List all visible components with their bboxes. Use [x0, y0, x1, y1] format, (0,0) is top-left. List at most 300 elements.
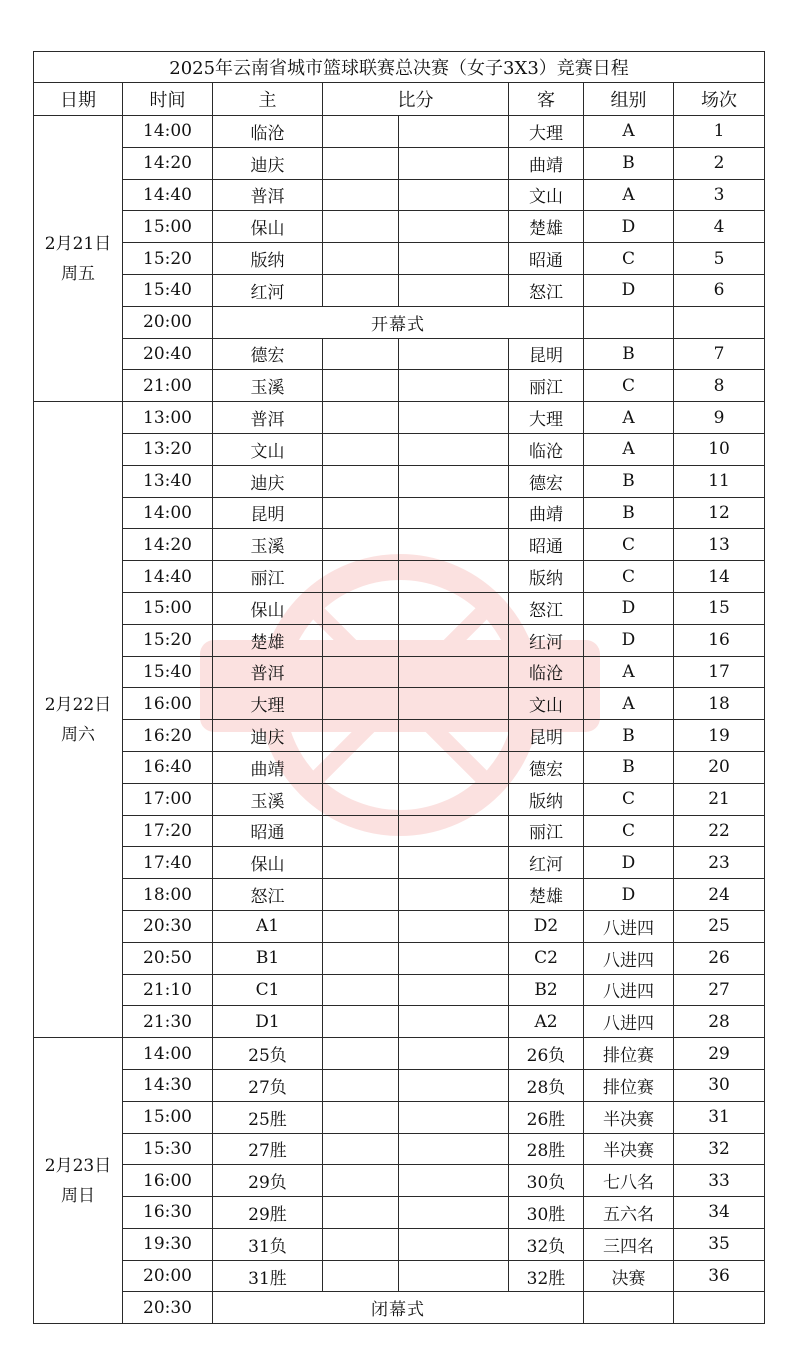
away-team-cell: B2 — [509, 974, 584, 1006]
away-team-cell: 30负 — [509, 1165, 584, 1197]
away-team-cell: 红河 — [509, 624, 584, 656]
match-number-cell: 19 — [674, 720, 765, 752]
home-team-cell: 迪庆 — [213, 147, 323, 179]
group-cell: B — [584, 338, 674, 370]
away-team-cell: 德宏 — [509, 465, 584, 497]
home-score-cell — [323, 1260, 399, 1292]
home-score-cell — [323, 211, 399, 243]
group-cell — [584, 1292, 674, 1324]
home-score-cell — [323, 402, 399, 434]
table-row — [34, 147, 765, 179]
away-score-cell — [399, 529, 509, 561]
weekday-text: 周日 — [61, 1185, 95, 1206]
home-score-cell — [323, 243, 399, 275]
table-row — [34, 433, 765, 465]
away-score-cell — [399, 402, 509, 434]
time-cell: 16:00 — [123, 688, 213, 720]
group-cell: C — [584, 243, 674, 275]
away-score-cell — [399, 370, 509, 402]
match-number-cell: 35 — [674, 1228, 765, 1260]
table-row — [34, 561, 765, 593]
group-cell: 八进四 — [584, 974, 674, 1006]
table-row — [34, 1101, 765, 1133]
match-number-cell — [674, 1292, 765, 1324]
away-score-cell — [399, 1228, 509, 1260]
header-row — [34, 83, 765, 116]
home-score-cell — [323, 1069, 399, 1101]
match-number-cell: 3 — [674, 179, 765, 211]
away-team-cell: 怒江 — [509, 592, 584, 624]
match-number-cell: 6 — [674, 274, 765, 306]
home-team-cell: 29胜 — [213, 1197, 323, 1229]
time-cell: 16:30 — [123, 1197, 213, 1229]
home-team-cell: 版纳 — [213, 243, 323, 275]
table-row — [34, 815, 765, 847]
match-number-cell: 31 — [674, 1101, 765, 1133]
event-row — [34, 1292, 765, 1324]
group-cell: B — [584, 465, 674, 497]
away-team-cell: 大理 — [509, 402, 584, 434]
date-text: 2月22日 — [44, 694, 112, 715]
away-team-cell: A2 — [509, 1006, 584, 1038]
home-team-cell: 曲靖 — [213, 751, 323, 783]
away-team-cell: 临沧 — [509, 656, 584, 688]
home-score-cell — [323, 1165, 399, 1197]
table-row — [34, 592, 765, 624]
time-cell: 19:30 — [123, 1228, 213, 1260]
home-score-cell — [323, 1038, 399, 1070]
home-team-cell: 玉溪 — [213, 370, 323, 402]
time-cell: 14:00 — [123, 1038, 213, 1070]
away-team-cell: 昆明 — [509, 720, 584, 752]
time-cell: 15:20 — [123, 243, 213, 275]
table-row — [34, 116, 765, 148]
match-number-cell: 14 — [674, 561, 765, 593]
away-score-cell — [399, 147, 509, 179]
time-cell: 13:40 — [123, 465, 213, 497]
home-score-cell — [323, 147, 399, 179]
home-team-cell: 31胜 — [213, 1260, 323, 1292]
header-match: 场次 — [674, 83, 765, 116]
table-row — [34, 1165, 765, 1197]
away-team-cell: 丽江 — [509, 370, 584, 402]
match-number-cell: 18 — [674, 688, 765, 720]
match-number-cell: 29 — [674, 1038, 765, 1070]
table-row — [34, 274, 765, 306]
date-cell — [34, 1038, 123, 1324]
table-row — [34, 656, 765, 688]
group-cell: A — [584, 433, 674, 465]
time-cell: 13:00 — [123, 402, 213, 434]
table-row — [34, 1006, 765, 1038]
header-score: 比分 — [323, 83, 509, 116]
group-cell: 半决赛 — [584, 1133, 674, 1165]
group-cell: C — [584, 370, 674, 402]
home-score-cell — [323, 910, 399, 942]
table-row — [34, 751, 765, 783]
group-cell: D — [584, 847, 674, 879]
away-score-cell — [399, 179, 509, 211]
match-number-cell: 11 — [674, 465, 765, 497]
table-row — [34, 974, 765, 1006]
home-team-cell: 临沧 — [213, 116, 323, 148]
away-team-cell: 版纳 — [509, 783, 584, 815]
home-team-cell: 玉溪 — [213, 529, 323, 561]
away-team-cell: 红河 — [509, 847, 584, 879]
away-score-cell — [399, 592, 509, 624]
group-cell: C — [584, 783, 674, 815]
away-score-cell — [399, 465, 509, 497]
away-score-cell — [399, 561, 509, 593]
time-cell: 14:20 — [123, 147, 213, 179]
home-score-cell — [323, 1133, 399, 1165]
home-team-cell: 29负 — [213, 1165, 323, 1197]
group-cell: B — [584, 751, 674, 783]
home-team-cell: B1 — [213, 942, 323, 974]
schedule-table — [33, 51, 765, 1324]
time-cell: 15:40 — [123, 656, 213, 688]
match-number-cell: 32 — [674, 1133, 765, 1165]
table-row — [34, 338, 765, 370]
table-row — [34, 783, 765, 815]
group-cell: D — [584, 211, 674, 243]
table-row — [34, 1133, 765, 1165]
home-score-cell — [323, 815, 399, 847]
away-score-cell — [399, 783, 509, 815]
time-cell: 20:00 — [123, 306, 213, 338]
home-team-cell: 保山 — [213, 847, 323, 879]
away-team-cell: C2 — [509, 942, 584, 974]
home-team-cell: 普洱 — [213, 656, 323, 688]
group-cell: 八进四 — [584, 942, 674, 974]
home-score-cell — [323, 274, 399, 306]
away-score-cell — [399, 656, 509, 688]
time-cell: 16:40 — [123, 751, 213, 783]
time-cell: 21:30 — [123, 1006, 213, 1038]
home-team-cell: 迪庆 — [213, 720, 323, 752]
away-team-cell: 文山 — [509, 179, 584, 211]
home-score-cell — [323, 1101, 399, 1133]
away-score-cell — [399, 1133, 509, 1165]
away-score-cell — [399, 1101, 509, 1133]
away-score-cell — [399, 751, 509, 783]
table-row — [34, 529, 765, 561]
table-row — [34, 243, 765, 275]
time-cell: 15:00 — [123, 211, 213, 243]
home-team-cell: C1 — [213, 974, 323, 1006]
table-row — [34, 1197, 765, 1229]
time-cell: 20:30 — [123, 910, 213, 942]
home-score-cell — [323, 179, 399, 211]
match-number-cell: 27 — [674, 974, 765, 1006]
header-group: 组别 — [584, 83, 674, 116]
away-score-cell — [399, 497, 509, 529]
group-cell: A — [584, 688, 674, 720]
away-score-cell — [399, 1038, 509, 1070]
match-number-cell: 17 — [674, 656, 765, 688]
away-team-cell: 临沧 — [509, 433, 584, 465]
away-score-cell — [399, 1260, 509, 1292]
home-score-cell — [323, 879, 399, 911]
time-cell: 18:00 — [123, 879, 213, 911]
away-team-cell: 德宏 — [509, 751, 584, 783]
away-team-cell: 28胜 — [509, 1133, 584, 1165]
time-cell: 20:30 — [123, 1292, 213, 1324]
away-team-cell: 版纳 — [509, 561, 584, 593]
table-row — [34, 1228, 765, 1260]
time-cell: 14:40 — [123, 561, 213, 593]
group-cell: B — [584, 720, 674, 752]
home-score-cell — [323, 561, 399, 593]
weekday-text: 周六 — [61, 724, 95, 745]
home-team-cell: 保山 — [213, 592, 323, 624]
match-number-cell: 2 — [674, 147, 765, 179]
table-row — [34, 720, 765, 752]
group-cell: B — [584, 147, 674, 179]
away-score-cell — [399, 624, 509, 656]
match-number-cell: 33 — [674, 1165, 765, 1197]
home-team-cell: 玉溪 — [213, 783, 323, 815]
home-team-cell: 丽江 — [213, 561, 323, 593]
home-team-cell: 迪庆 — [213, 465, 323, 497]
time-cell: 16:00 — [123, 1165, 213, 1197]
time-cell: 13:20 — [123, 433, 213, 465]
match-number-cell: 30 — [674, 1069, 765, 1101]
home-team-cell: D1 — [213, 1006, 323, 1038]
away-score-cell — [399, 910, 509, 942]
time-cell: 20:00 — [123, 1260, 213, 1292]
away-team-cell: 大理 — [509, 116, 584, 148]
match-number-cell: 8 — [674, 370, 765, 402]
group-cell: D — [584, 274, 674, 306]
header-away: 客 — [509, 83, 584, 116]
home-score-cell — [323, 338, 399, 370]
home-team-cell: 27负 — [213, 1069, 323, 1101]
home-score-cell — [323, 847, 399, 879]
time-cell: 15:00 — [123, 1101, 213, 1133]
table-row — [34, 1069, 765, 1101]
group-cell: C — [584, 561, 674, 593]
time-cell: 15:30 — [123, 1133, 213, 1165]
header-date: 日期 — [34, 83, 123, 116]
time-cell: 14:00 — [123, 497, 213, 529]
group-cell: 半决赛 — [584, 1101, 674, 1133]
table-row — [34, 211, 765, 243]
time-cell: 17:40 — [123, 847, 213, 879]
match-number-cell: 22 — [674, 815, 765, 847]
group-cell: A — [584, 116, 674, 148]
away-team-cell: 32胜 — [509, 1260, 584, 1292]
home-team-cell: 普洱 — [213, 402, 323, 434]
match-number-cell: 13 — [674, 529, 765, 561]
match-number-cell: 20 — [674, 751, 765, 783]
home-team-cell: 普洱 — [213, 179, 323, 211]
group-cell: 八进四 — [584, 1006, 674, 1038]
match-number-cell: 9 — [674, 402, 765, 434]
away-team-cell: 28负 — [509, 1069, 584, 1101]
home-team-cell: 27胜 — [213, 1133, 323, 1165]
time-cell: 14:30 — [123, 1069, 213, 1101]
away-score-cell — [399, 942, 509, 974]
table-row — [34, 879, 765, 911]
away-team-cell: 丽江 — [509, 815, 584, 847]
table-row — [34, 1038, 765, 1070]
date-text: 2月21日 — [44, 233, 112, 254]
home-team-cell: 昆明 — [213, 497, 323, 529]
away-team-cell: 26胜 — [509, 1101, 584, 1133]
home-team-cell: 31负 — [213, 1228, 323, 1260]
group-cell: A — [584, 179, 674, 211]
away-team-cell: 曲靖 — [509, 147, 584, 179]
away-score-cell — [399, 974, 509, 1006]
home-team-cell: 保山 — [213, 211, 323, 243]
time-cell: 17:00 — [123, 783, 213, 815]
home-team-cell: 红河 — [213, 274, 323, 306]
date-text: 2月23日 — [44, 1155, 112, 1176]
away-team-cell: 怒江 — [509, 274, 584, 306]
time-cell: 20:50 — [123, 942, 213, 974]
match-number-cell: 23 — [674, 847, 765, 879]
match-number-cell: 28 — [674, 1006, 765, 1038]
home-score-cell — [323, 497, 399, 529]
away-score-cell — [399, 688, 509, 720]
home-team-cell: 昭通 — [213, 815, 323, 847]
home-score-cell — [323, 1228, 399, 1260]
date-cell — [34, 402, 123, 1038]
home-team-cell: 25负 — [213, 1038, 323, 1070]
match-number-cell: 15 — [674, 592, 765, 624]
away-team-cell: 26负 — [509, 1038, 584, 1070]
away-team-cell: 楚雄 — [509, 211, 584, 243]
match-number-cell: 34 — [674, 1197, 765, 1229]
home-score-cell — [323, 370, 399, 402]
home-score-cell — [323, 116, 399, 148]
away-score-cell — [399, 116, 509, 148]
home-score-cell — [323, 1197, 399, 1229]
table-row — [34, 465, 765, 497]
group-cell: 决赛 — [584, 1260, 674, 1292]
group-cell — [584, 306, 674, 338]
match-number-cell: 7 — [674, 338, 765, 370]
home-team-cell: 怒江 — [213, 879, 323, 911]
home-score-cell — [323, 1006, 399, 1038]
away-score-cell — [399, 815, 509, 847]
match-number-cell: 21 — [674, 783, 765, 815]
group-cell: D — [584, 879, 674, 911]
schedule-title: 2025年云南省城市篮球联赛总决赛（女子3X3）竞赛日程 — [34, 52, 765, 83]
table-row — [34, 942, 765, 974]
match-number-cell: 10 — [674, 433, 765, 465]
home-score-cell — [323, 433, 399, 465]
table-row — [34, 402, 765, 434]
home-score-cell — [323, 783, 399, 815]
time-cell: 14:20 — [123, 529, 213, 561]
home-score-cell — [323, 465, 399, 497]
event-row — [34, 306, 765, 338]
away-score-cell — [399, 1197, 509, 1229]
away-score-cell — [399, 1165, 509, 1197]
table-row — [34, 624, 765, 656]
group-cell: 排位赛 — [584, 1069, 674, 1101]
match-number-cell: 26 — [674, 942, 765, 974]
group-cell: A — [584, 402, 674, 434]
group-cell: 三四名 — [584, 1228, 674, 1260]
group-cell: 七八名 — [584, 1165, 674, 1197]
home-score-cell — [323, 624, 399, 656]
home-score-cell — [323, 592, 399, 624]
time-cell: 20:40 — [123, 338, 213, 370]
away-team-cell: 曲靖 — [509, 497, 584, 529]
home-team-cell: 文山 — [213, 433, 323, 465]
match-number-cell: 16 — [674, 624, 765, 656]
home-score-cell — [323, 656, 399, 688]
table-row — [34, 688, 765, 720]
header-time: 时间 — [123, 83, 213, 116]
match-number-cell: 36 — [674, 1260, 765, 1292]
away-score-cell — [399, 1006, 509, 1038]
away-score-cell — [399, 274, 509, 306]
home-team-cell: A1 — [213, 910, 323, 942]
time-cell: 16:20 — [123, 720, 213, 752]
table-row — [34, 179, 765, 211]
title-row — [34, 52, 765, 83]
away-team-cell: D2 — [509, 910, 584, 942]
time-cell: 15:40 — [123, 274, 213, 306]
ceremony-cell: 开幕式 — [213, 306, 584, 338]
home-team-cell: 楚雄 — [213, 624, 323, 656]
away-score-cell — [399, 847, 509, 879]
table-row — [34, 1260, 765, 1292]
match-number-cell: 25 — [674, 910, 765, 942]
home-score-cell — [323, 688, 399, 720]
group-cell: A — [584, 656, 674, 688]
time-cell: 15:20 — [123, 624, 213, 656]
away-team-cell: 30胜 — [509, 1197, 584, 1229]
match-number-cell: 12 — [674, 497, 765, 529]
home-team-cell: 大理 — [213, 688, 323, 720]
match-number-cell — [674, 306, 765, 338]
match-number-cell: 5 — [674, 243, 765, 275]
home-score-cell — [323, 974, 399, 1006]
time-cell: 17:20 — [123, 815, 213, 847]
group-cell: C — [584, 815, 674, 847]
group-cell: C — [584, 529, 674, 561]
home-team-cell: 25胜 — [213, 1101, 323, 1133]
away-team-cell: 楚雄 — [509, 879, 584, 911]
table-row — [34, 370, 765, 402]
weekday-text: 周五 — [61, 263, 95, 284]
away-team-cell: 32负 — [509, 1228, 584, 1260]
table-row — [34, 910, 765, 942]
header-home: 主 — [213, 83, 323, 116]
home-score-cell — [323, 942, 399, 974]
group-cell: D — [584, 592, 674, 624]
time-cell: 14:00 — [123, 116, 213, 148]
away-team-cell: 昆明 — [509, 338, 584, 370]
ceremony-cell: 闭幕式 — [213, 1292, 584, 1324]
table-row — [34, 497, 765, 529]
away-team-cell: 文山 — [509, 688, 584, 720]
away-score-cell — [399, 211, 509, 243]
away-team-cell: 昭通 — [509, 243, 584, 275]
away-score-cell — [399, 879, 509, 911]
group-cell: 五六名 — [584, 1197, 674, 1229]
time-cell: 21:10 — [123, 974, 213, 1006]
match-number-cell: 1 — [674, 116, 765, 148]
time-cell: 21:00 — [123, 370, 213, 402]
home-team-cell: 德宏 — [213, 338, 323, 370]
match-number-cell: 4 — [674, 211, 765, 243]
